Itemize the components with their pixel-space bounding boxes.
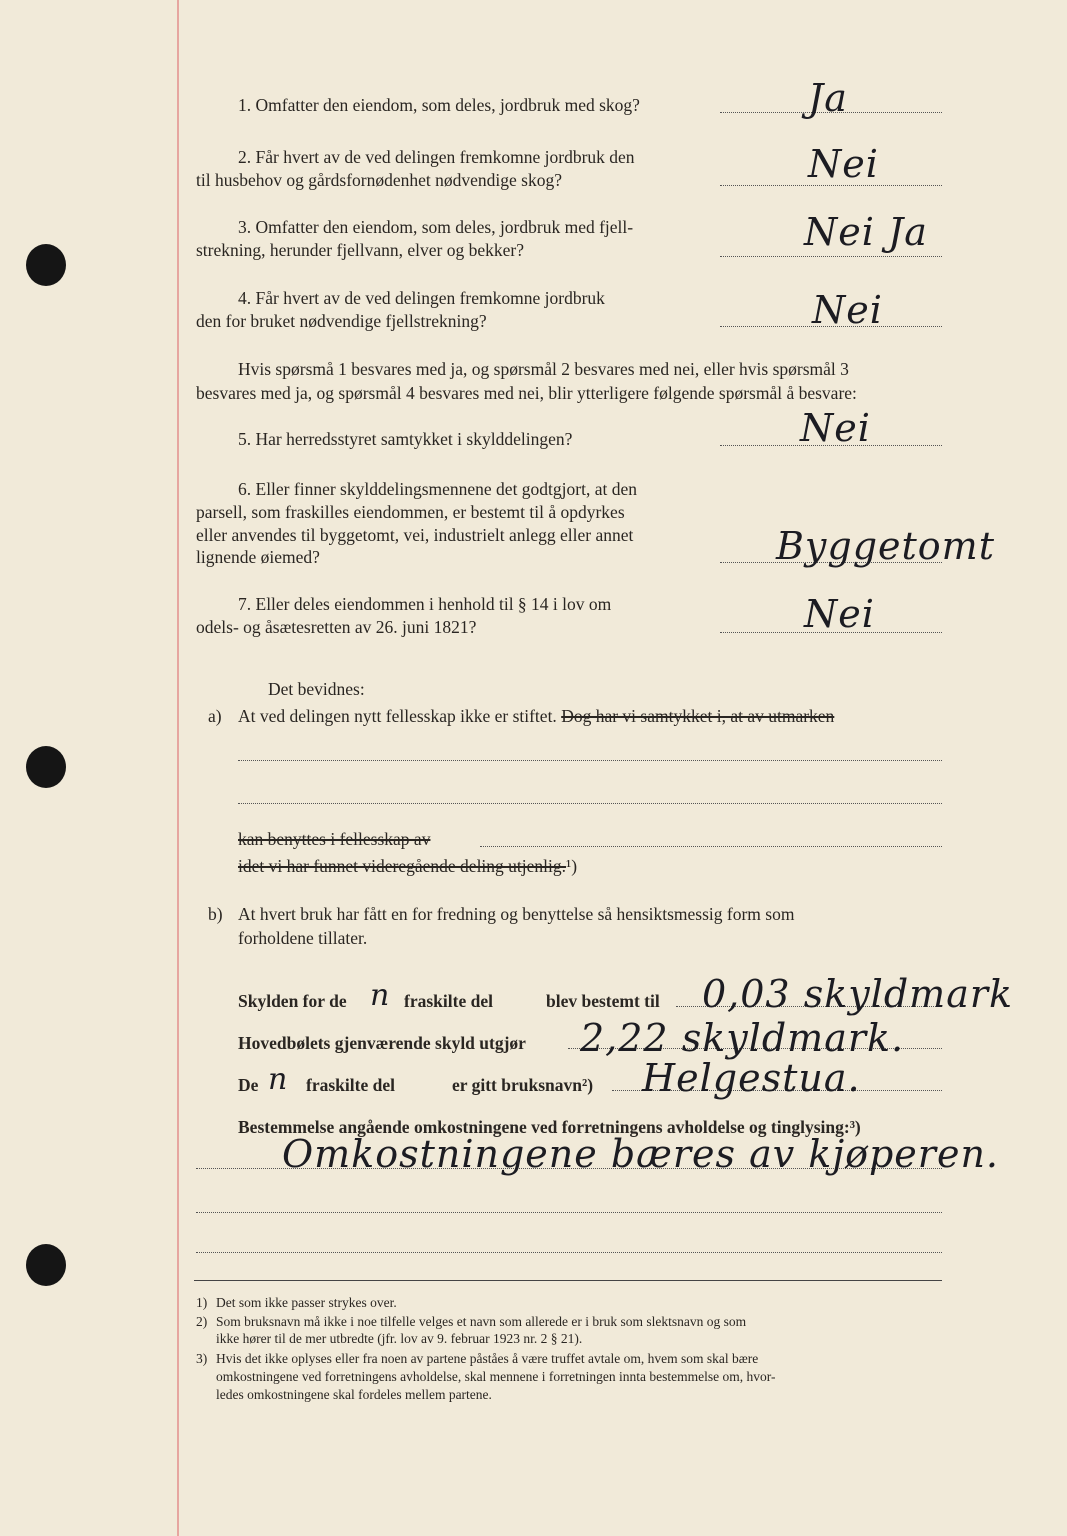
conditional-text: Hvis spørsmå 1 besvares med ja, og spørsmål 2 besvares med nei, eller hvis spørsmål 3 <box>238 359 849 379</box>
item-a-statement: At ved delingen nytt fellesskap ikke er stiftet. <box>238 706 557 726</box>
item-b-label: b) <box>208 904 223 924</box>
answer-5: Nei <box>800 406 871 450</box>
footnote-2-text: Som bruksnavn må ikke i noe tilfelle velges et navn som allerede er i bruk som slektsnavn og som <box>216 1314 747 1329</box>
question-2-text: 2. Får hvert av de ved delingen fremkomne jordbruk den <box>238 147 635 167</box>
question-4-text: den for bruket nødvendige fjellstrekning? <box>196 311 487 331</box>
skyld-label: Skylden for de <box>238 991 347 1011</box>
footnote-2-text: ikke hører til de mer utbredte (jfr. lov av 9. februar 1923 nr. 2 § 21). <box>216 1331 583 1346</box>
conditional-text: besvares med ja, og spørsmål 4 besvares med nei, blir ytterligere følgende spørsmål å besvare: <box>196 383 857 403</box>
punch-hole <box>26 244 66 286</box>
bevidnes-heading: Det bevidnes: <box>268 679 365 699</box>
blank-line <box>238 760 942 761</box>
footnote-3-text: omkostningene ved forretningens avholdelse, skal mennene i forretningen innta bestemmelse om, hvor- <box>216 1369 776 1384</box>
blank-line <box>480 846 942 847</box>
question-6-text: eller anvendes til byggetomt, vei, industrielt anlegg eller annet <box>196 525 634 545</box>
answer-6: Byggetomt <box>776 524 995 568</box>
question-2-text: til husbehov og gårdsfornødenhet nødvendige skog? <box>196 170 562 190</box>
item-b-text: forholdene tillater. <box>238 928 368 948</box>
footnote-1-text: Det som ikke passer strykes over. <box>216 1295 397 1310</box>
answer-2: Nei <box>808 142 879 186</box>
footnote-3-text: Hvis det ikke oplyses eller fra noen av partene påståes å være truffet avtale om, hvem som skal bære <box>216 1351 759 1366</box>
question-5-text: 5. Har herredsstyret samtykket i skylddelingen? <box>238 429 573 449</box>
bruks-hw: n <box>268 1062 289 1097</box>
hoved-label: Hovedbølets gjenværende skyld utgjør <box>238 1033 526 1053</box>
hoved-value: 2,22 skyldmark. <box>580 1016 905 1060</box>
blank-line <box>196 1252 942 1253</box>
question-1-text: 1. Omfatter den eiendom, som deles, jordbruk med skog? <box>238 95 640 115</box>
skyld-label: fraskilte del <box>404 991 493 1011</box>
question-3-text: 3. Omfatter den eiendom, som deles, jordbruk med fjell- <box>238 217 634 237</box>
answer-line <box>720 256 942 257</box>
bruks-label: fraskilte del <box>306 1075 395 1095</box>
question-6-text: parsell, som fraskilles eiendommen, er bestemt til å opdyrkes <box>196 502 625 522</box>
question-6-text: 6. Eller finner skylddelingsmennene det godtgjort, at den <box>238 479 637 499</box>
struck-line-text: idet vi har funnet videregående deling utjenlig. <box>238 856 567 876</box>
question-7-text: 7. Eller deles eiendommen i henhold til § 14 i lov om <box>238 594 612 614</box>
punch-hole <box>26 746 66 788</box>
skyld-hw: n <box>370 978 391 1013</box>
question-6-text: lignende øiemed? <box>196 547 320 567</box>
bruks-label: De <box>238 1075 259 1095</box>
struck-line-2 <box>238 855 577 877</box>
blank-line <box>196 1212 942 1213</box>
question-4-text: 4. Får hvert av de ved delingen fremkomne jordbruk <box>238 288 605 308</box>
item-b-text: At hvert bruk har fått en for fredning og benyttelse så hensiktsmessig form som <box>238 904 795 924</box>
question-3-text: strekning, herunder fjellvann, elver og bekker? <box>196 240 524 260</box>
footnote-3-text: ledes omkostningene skal fordeles mellem partene. <box>216 1387 492 1402</box>
punch-hole <box>26 1244 66 1286</box>
footnote-ref: ¹) <box>566 856 578 876</box>
item-a-text <box>238 705 834 727</box>
bruks-label: er gitt bruksnavn²) <box>452 1075 594 1095</box>
margin-rule <box>177 0 179 1536</box>
answer-4: Nei <box>812 288 883 332</box>
question-7-text: odels- og åsætesretten av 26. juni 1821? <box>196 617 477 637</box>
struck-line: kan benyttes i fellesskap av <box>238 829 431 849</box>
omk-value: Omkostningene bæres av kjøperen. <box>282 1132 1000 1176</box>
footnote-1-mark: 1) <box>196 1295 208 1310</box>
answer-1: Ja <box>808 76 848 120</box>
answer-7: Nei <box>804 592 875 636</box>
skyld-label: blev bestemt til <box>546 991 660 1011</box>
bruks-value: Helgestua. <box>642 1056 861 1100</box>
omk-label: Bestemmelse angående omkostningene ved forretningens avholdelse og tinglysing:³) <box>238 1117 861 1137</box>
answer-3: Nei Ja <box>804 210 928 254</box>
footnote-2-mark: 2) <box>196 1314 208 1329</box>
footnote-divider <box>194 1280 942 1281</box>
item-a-struck: Dog har vi samtykket i, at av utmarken <box>561 706 835 726</box>
footnote-3-mark: 3) <box>196 1351 208 1366</box>
skyld-value: 0,03 skyldmark <box>702 972 1014 1016</box>
item-a-label: a) <box>208 706 222 726</box>
blank-line <box>238 803 942 804</box>
